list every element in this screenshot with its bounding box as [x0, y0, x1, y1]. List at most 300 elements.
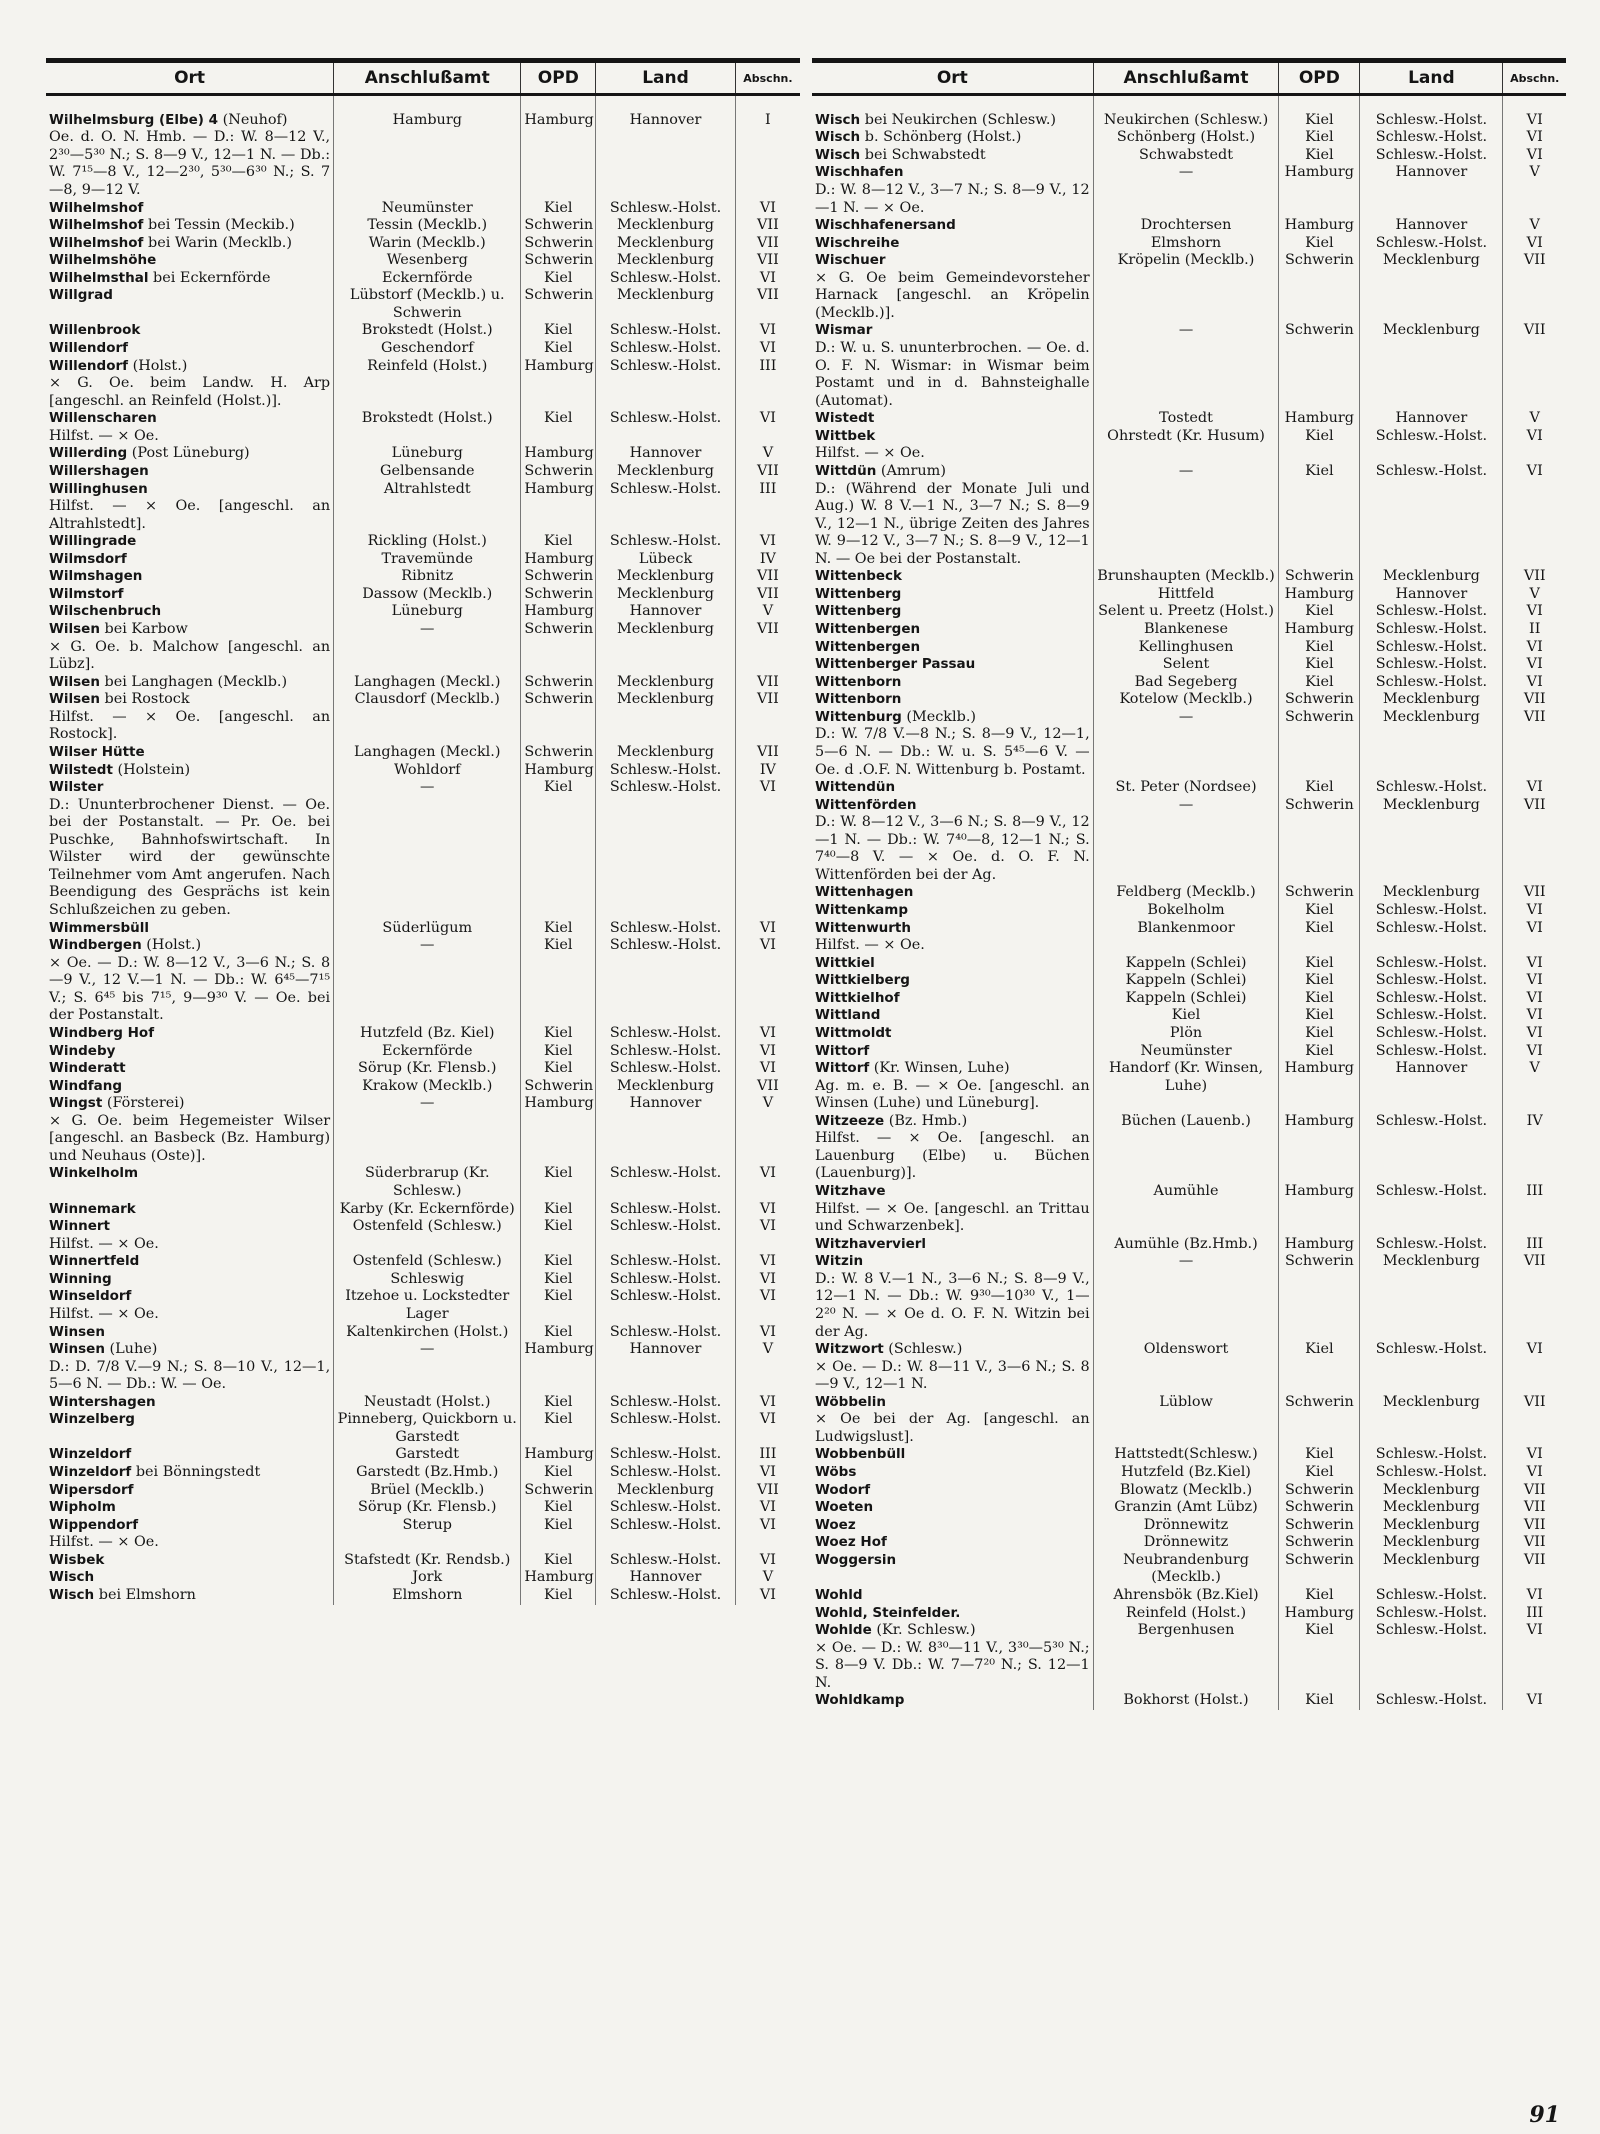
place-name: Wilhelmsthal — [49, 269, 149, 286]
place-name: Windeby — [49, 1042, 116, 1059]
place-name: Willershagen — [49, 462, 149, 479]
place-name: Wittenhagen — [815, 884, 914, 901]
place-name: Winnert — [49, 1218, 111, 1235]
land-cell: Schlesw.-Holst. — [596, 1411, 736, 1446]
land-cell: Mecklenburg — [596, 1078, 736, 1096]
abschnitt-cell: VI — [1503, 1587, 1566, 1605]
place-name: Wittenbergen — [815, 621, 921, 638]
service-note: Hilfst. — × Oe. — [49, 427, 159, 444]
anschlussamt-cell: Hattstedt(Schlesw.) — [1093, 1446, 1279, 1464]
anschlussamt-cell: Feldberg (Mecklb.) — [1093, 884, 1279, 902]
abschnitt-cell: VI — [735, 1552, 800, 1570]
anschlussamt-cell: Neukirchen (Schlesw.) — [1093, 94, 1279, 129]
abschnitt-cell: VI — [735, 937, 800, 1025]
table-row — [812, 674, 1566, 692]
ort-cell — [46, 358, 334, 411]
place-name: Wipholm — [49, 1499, 116, 1516]
place-name: Witzhave — [815, 1183, 886, 1200]
land-cell: Schlesw.-Holst. — [596, 533, 736, 551]
land-cell: Schlesw.-Holst. — [596, 1201, 736, 1219]
abschnitt-cell: VI — [735, 1271, 800, 1289]
land-cell: Mecklenburg — [1360, 1552, 1503, 1587]
abschnitt-cell: V — [1503, 217, 1566, 235]
opd-cell: Kiel — [521, 937, 596, 1025]
table-row — [812, 463, 1566, 568]
land-cell: Mecklenburg — [1360, 709, 1503, 779]
place-name: Wischhafenersand — [815, 217, 956, 234]
table-row — [812, 1394, 1566, 1447]
land-cell: Schlesw.-Holst. — [1360, 1446, 1503, 1464]
left-entries — [46, 94, 800, 1604]
place-qualifier: bei Bönningstedt — [131, 1464, 261, 1481]
place-name: Wisch — [815, 146, 861, 163]
anschlussamt-cell: Schleswig — [334, 1271, 521, 1289]
table-row — [46, 445, 800, 463]
abschnitt-cell: IV — [735, 551, 800, 569]
abschnitt-cell: V — [1503, 1060, 1566, 1113]
place-qualifier: bei Neukirchen (Schlesw.) — [860, 111, 1057, 128]
abschnitt-cell: VI — [1503, 1007, 1566, 1025]
land-cell: Schlesw.-Holst. — [1360, 639, 1503, 657]
opd-cell: Kiel — [1279, 920, 1360, 955]
abschnitt-cell: V — [735, 1569, 800, 1587]
land-cell: Mecklenburg — [596, 568, 736, 586]
header-opd: OPD — [1279, 61, 1360, 95]
ort-cell — [812, 1587, 1093, 1605]
land-cell: Schlesw.-Holst. — [1360, 235, 1503, 253]
abschnitt-cell: VII — [1503, 568, 1566, 586]
opd-cell: Schwerin — [1279, 568, 1360, 586]
opd-cell: Kiel — [521, 1552, 596, 1570]
place-name: Wittorf — [815, 1060, 870, 1077]
table-row — [46, 568, 800, 586]
opd-cell: Kiel — [521, 200, 596, 218]
table-row — [812, 1446, 1566, 1464]
place-name: Wilschenbruch — [49, 603, 162, 620]
opd-cell: Schwerin — [521, 463, 596, 481]
service-note: × Oe. — D.: W. 8—11 V., 3—6 N.; S. 8—9 V., 12—1 N. — [815, 1358, 1090, 1393]
land-cell: Schlesw.-Holst. — [1360, 1043, 1503, 1061]
place-name: Wisch — [49, 1569, 95, 1586]
abschnitt-cell: VI — [735, 1060, 800, 1078]
land-cell: Mecklenburg — [596, 235, 736, 253]
anschlussamt-cell: Warin (Mecklb.) — [334, 235, 521, 253]
anschlussamt-cell: Kröpelin (Mecklb.) — [1093, 252, 1279, 322]
land-cell: Mecklenburg — [596, 217, 736, 235]
place-name: Wilsen — [49, 673, 100, 690]
opd-cell: Kiel — [1279, 1446, 1360, 1464]
land-cell: Hannover — [1360, 586, 1503, 604]
land-cell: Schlesw.-Holst. — [1360, 1183, 1503, 1236]
land-cell: Mecklenburg — [1360, 1394, 1503, 1447]
place-name: Wittorf — [815, 1042, 870, 1059]
service-note: D.: (Während der Monate Juli und Aug.) W. 8 V.—1 N., 3—7 N.; S. 8—9 V., 12—1 N., übrige Zeiten des Jahres W. 9—12 V., 3—7 N.; S. 8—9 V., 12—1 N. — Oe bei der Postanstalt. — [815, 480, 1090, 567]
table-row — [46, 1271, 800, 1289]
land-cell: Schlesw.-Holst. — [596, 937, 736, 1025]
land-cell: Hannover — [1360, 410, 1503, 428]
land-cell: Schlesw.-Holst. — [1360, 1007, 1503, 1025]
table-row — [46, 94, 800, 199]
place-name: Wittbek — [815, 427, 876, 444]
table-row — [46, 762, 800, 780]
opd-cell: Kiel — [521, 1253, 596, 1271]
table-row — [46, 1025, 800, 1043]
opd-cell: Kiel — [521, 533, 596, 551]
land-cell: Schlesw.-Holst. — [596, 1043, 736, 1061]
ort-cell — [812, 674, 1093, 692]
land-cell: Schlesw.-Holst. — [596, 410, 736, 445]
ort-cell — [46, 270, 334, 288]
abschnitt-cell: VI — [735, 1394, 800, 1412]
opd-cell: Hamburg — [1279, 164, 1360, 217]
place-qualifier: bei Eckernförde — [148, 269, 271, 286]
table-row — [812, 235, 1566, 253]
abschnitt-cell: VI — [735, 1587, 800, 1605]
place-name: Wittkielberg — [815, 972, 910, 989]
table-row — [812, 1464, 1566, 1482]
header-ort: Ort — [46, 61, 334, 95]
table-row — [812, 322, 1566, 410]
table-row — [812, 990, 1566, 1008]
abschnitt-cell: III — [1503, 1183, 1566, 1236]
table-row — [812, 1341, 1566, 1394]
opd-cell: Kiel — [1279, 972, 1360, 990]
land-cell: Schlesw.-Holst. — [596, 340, 736, 358]
abschnitt-cell: VI — [735, 1499, 800, 1517]
ort-cell — [46, 217, 334, 235]
ort-cell — [46, 1253, 334, 1271]
opd-cell: Kiel — [521, 1165, 596, 1200]
land-cell: Mecklenburg — [596, 1482, 736, 1500]
place-name: Woggersin — [815, 1551, 897, 1568]
left-column — [46, 58, 800, 1710]
place-name: Wisch — [815, 129, 861, 146]
opd-cell: Kiel — [521, 1288, 596, 1323]
land-cell: Schlesw.-Holst. — [596, 1165, 736, 1200]
ort-cell — [812, 884, 1093, 902]
abschnitt-cell: VII — [735, 586, 800, 604]
table-row — [812, 147, 1566, 165]
abschnitt-cell: VI — [1503, 1692, 1566, 1710]
opd-cell: Schwerin — [521, 217, 596, 235]
anschlussamt-cell: Garstedt (Bz.Hmb.) — [334, 1464, 521, 1482]
land-cell: Schlesw.-Holst. — [596, 762, 736, 780]
table-row — [812, 955, 1566, 973]
ort-cell — [46, 1324, 334, 1342]
land-cell: Hannover — [596, 445, 736, 463]
place-name: Wittenburg — [815, 708, 902, 725]
opd-cell: Hamburg — [521, 1341, 596, 1394]
place-qualifier: (Holst.) — [128, 357, 188, 374]
land-cell: Hannover — [596, 1569, 736, 1587]
table-row — [46, 551, 800, 569]
opd-cell: Kiel — [1279, 235, 1360, 253]
service-note: Hilfst. — × Oe. [angeschl. an Lauenburg (Elbe) u. Büchen (Lauenburg)]. — [815, 1130, 1090, 1182]
place-name: Witzeeze — [815, 1112, 885, 1129]
service-note: Hilfst. — × Oe. [angeschl. an Altrahlstedt]. — [49, 498, 331, 532]
opd-cell: Schwerin — [1279, 1253, 1360, 1341]
opd-cell: Kiel — [521, 920, 596, 938]
land-cell: Hannover — [596, 603, 736, 621]
place-qualifier: (Schlesw.) — [883, 1341, 963, 1358]
table-row — [46, 322, 800, 340]
place-name: Woez Hof — [815, 1534, 887, 1551]
place-qualifier: b. Schönberg (Holst.) — [860, 129, 1022, 146]
header-ort: Ort — [812, 61, 1093, 95]
anschlussamt-cell: Brokstedt (Holst.) — [334, 322, 521, 340]
opd-cell: Schwerin — [1279, 322, 1360, 410]
place-name: Willerding — [49, 445, 128, 462]
ort-cell — [46, 779, 334, 920]
anschlussamt-cell: Reinfeld (Holst.) — [334, 358, 521, 411]
table-row — [812, 164, 1566, 217]
ort-cell — [812, 972, 1093, 990]
abschnitt-cell: VI — [1503, 129, 1566, 147]
opd-cell: Hamburg — [1279, 217, 1360, 235]
place-name: Wismar — [815, 322, 873, 339]
table-row — [46, 621, 800, 674]
anschlussamt-cell: Dassow (Mecklb.) — [334, 586, 521, 604]
abschnitt-cell: V — [735, 603, 800, 621]
opd-cell: Schwerin — [521, 621, 596, 674]
table-row — [46, 200, 800, 218]
table-row — [812, 252, 1566, 322]
land-cell: Schlesw.-Holst. — [1360, 1464, 1503, 1482]
abschnitt-cell: VI — [1503, 1622, 1566, 1692]
place-qualifier: bei Rostock — [99, 691, 190, 708]
opd-cell: Kiel — [1279, 1043, 1360, 1061]
ort-cell — [812, 568, 1093, 586]
anschlussamt-cell: Granzin (Amt Lübz) — [1093, 1499, 1279, 1517]
table-row — [46, 779, 800, 920]
anschlussamt-cell: Süderbrarup (Kr. Schlesw.) — [334, 1165, 521, 1200]
anschlussamt-cell: Brunshaupten (Mecklb.) — [1093, 568, 1279, 586]
anschlussamt-cell: Blowatz (Mecklb.) — [1093, 1482, 1279, 1500]
table-row — [812, 568, 1566, 586]
land-cell: Schlesw.-Holst. — [1360, 1587, 1503, 1605]
place-qualifier: bei Tessin (Meckib.) — [143, 217, 295, 234]
place-name: Wilhelmsburg (Elbe) 4 — [49, 111, 219, 128]
land-cell: Mecklenburg — [1360, 1534, 1503, 1552]
place-name: Wittenwurth — [815, 919, 911, 936]
service-note: × Oe. — D.: W. 8³⁰—11 V., 3³⁰—5³⁰ N.; S. 8—9 V. Db.: W. 7—7²⁰ N.; S. 12—1 N. — [815, 1639, 1090, 1691]
abschnitt-cell: VII — [1503, 884, 1566, 902]
ort-cell — [812, 990, 1093, 1008]
place-name: Willinghusen — [49, 480, 148, 497]
abschnitt-cell: VI — [735, 1165, 800, 1200]
ort-cell — [46, 621, 334, 674]
ort-cell — [46, 603, 334, 621]
place-name: Wisbek — [49, 1551, 105, 1568]
ort-cell — [46, 1587, 334, 1605]
land-cell: Schlesw.-Holst. — [1360, 147, 1503, 165]
header-anschlussamt: Anschlußamt — [1093, 61, 1279, 95]
anschlussamt-cell: Rickling (Holst.) — [334, 533, 521, 551]
ort-cell — [812, 252, 1093, 322]
service-note: × G. Oe. b. Malchow [angeschl. an Lübz]. — [49, 638, 331, 673]
place-name: Willgrad — [49, 287, 113, 304]
opd-cell: Kiel — [1279, 1007, 1360, 1025]
abschnitt-cell: VII — [1503, 1499, 1566, 1517]
right-header-row — [812, 61, 1566, 95]
anschlussamt-cell: — — [1093, 164, 1279, 217]
table-row — [46, 1411, 800, 1446]
opd-cell: Kiel — [521, 1464, 596, 1482]
ort-cell — [46, 1218, 334, 1253]
land-cell: Mecklenburg — [1360, 322, 1503, 410]
ort-cell — [812, 779, 1093, 797]
abschnitt-cell: VI — [735, 340, 800, 358]
service-note: Hilfst. — × Oe. — [49, 1305, 159, 1322]
opd-cell: Schwerin — [521, 586, 596, 604]
anschlussamt-cell: Kappeln (Schlei) — [1093, 990, 1279, 1008]
abschnitt-cell: VI — [735, 1201, 800, 1219]
anschlussamt-cell: Bokhorst (Holst.) — [1093, 1692, 1279, 1710]
table-row — [46, 1587, 800, 1605]
abschnitt-cell: III — [1503, 1605, 1566, 1623]
place-name: Willenscharen — [49, 410, 157, 427]
ort-cell — [812, 147, 1093, 165]
abschnitt-cell: VI — [735, 1324, 800, 1342]
land-cell: Schlesw.-Holst. — [596, 358, 736, 411]
place-name: Wilhelmshof — [49, 217, 144, 234]
service-note: D.: W. u. S. ununterbrochen. — Oe. d. O. F. N. Wismar: in Wismar beim Postamt und in d. Bahnsteighalle (Automat). — [815, 340, 1090, 409]
service-note: × G. Oe beim Gemeindevorsteher Harnack [angeschl. an Kröpelin (Mecklb.)]. — [815, 269, 1090, 321]
anschlussamt-cell: Langhagen (Meckl.) — [334, 744, 521, 762]
place-name: Wittkiel — [815, 954, 875, 971]
land-cell: Schlesw.-Holst. — [1360, 621, 1503, 639]
place-qualifier: (Post Lüneburg) — [127, 445, 250, 462]
ort-cell — [812, 1499, 1093, 1517]
place-qualifier: (Luhe) — [104, 1341, 158, 1358]
ort-cell — [812, 691, 1093, 709]
ort-cell — [46, 235, 334, 253]
opd-cell: Hamburg — [521, 1446, 596, 1464]
ort-cell — [812, 1007, 1093, 1025]
opd-cell: Schwerin — [521, 252, 596, 270]
service-note: Hilfst. — × Oe. [angeschl. an Rostock]. — [49, 708, 331, 743]
header-land: Land — [1360, 61, 1503, 95]
anschlussamt-cell: — — [1093, 463, 1279, 568]
anschlussamt-cell: Eckernförde — [334, 270, 521, 288]
opd-cell: Hamburg — [1279, 1060, 1360, 1113]
anschlussamt-cell: Drochtersen — [1093, 217, 1279, 235]
table-row — [46, 586, 800, 604]
abschnitt-cell: III — [1503, 1236, 1566, 1254]
opd-cell: Hamburg — [521, 445, 596, 463]
opd-cell: Schwerin — [1279, 1534, 1360, 1552]
land-cell: Schlesw.-Holst. — [596, 1253, 736, 1271]
land-cell: Mecklenburg — [596, 463, 736, 481]
opd-cell: Kiel — [1279, 603, 1360, 621]
opd-cell: Schwerin — [521, 235, 596, 253]
opd-cell: Hamburg — [521, 94, 596, 199]
abschnitt-cell: VII — [1503, 1394, 1566, 1447]
place-name: Wilmsdorf — [49, 550, 127, 567]
opd-cell: Kiel — [521, 1271, 596, 1289]
opd-cell: Schwerin — [1279, 709, 1360, 779]
anschlussamt-cell: Lübstorf (Mecklb.) u. Schwerin — [334, 287, 521, 322]
header-opd: OPD — [521, 61, 596, 95]
opd-cell: Kiel — [521, 1517, 596, 1552]
opd-cell: Schwerin — [1279, 1499, 1360, 1517]
anschlussamt-cell: St. Peter (Nordsee) — [1093, 779, 1279, 797]
place-name: Witzhavervierl — [815, 1235, 927, 1252]
land-cell: Schlesw.-Holst. — [1360, 990, 1503, 1008]
opd-cell: Hamburg — [521, 358, 596, 411]
abschnitt-cell: VI — [735, 200, 800, 218]
ort-cell — [812, 1605, 1093, 1623]
opd-cell: Schwerin — [1279, 884, 1360, 902]
opd-cell: Schwerin — [1279, 691, 1360, 709]
abschnitt-cell: VI — [735, 270, 800, 288]
opd-cell: Kiel — [521, 1411, 596, 1446]
land-cell: Schlesw.-Holst. — [1360, 463, 1503, 568]
ort-cell — [46, 691, 334, 744]
land-cell: Mecklenburg — [1360, 1482, 1503, 1500]
opd-cell: Kiel — [521, 1218, 596, 1253]
place-name: Wittenberg — [815, 603, 902, 620]
opd-cell: Kiel — [521, 1025, 596, 1043]
table-row — [46, 287, 800, 322]
table-row — [46, 1552, 800, 1570]
ort-cell — [812, 428, 1093, 463]
abschnitt-cell: VII — [1503, 709, 1566, 779]
opd-cell: Schwerin — [1279, 797, 1360, 885]
service-note: Ag. m. e. B. — × Oe. [angeschl. an Winsen (Luhe) und Lüneburg]. — [815, 1077, 1090, 1112]
land-cell: Schlesw.-Holst. — [1360, 920, 1503, 955]
opd-cell: Schwerin — [521, 1482, 596, 1500]
anschlussamt-cell: Kappeln (Schlei) — [1093, 955, 1279, 973]
opd-cell: Hamburg — [1279, 586, 1360, 604]
ort-cell — [46, 287, 334, 322]
opd-cell: Kiel — [1279, 463, 1360, 568]
abschnitt-cell: VII — [735, 744, 800, 762]
abschnitt-cell: VI — [1503, 639, 1566, 657]
opd-cell: Schwerin — [1279, 1394, 1360, 1447]
ort-cell — [46, 1517, 334, 1552]
place-qualifier: (Försterei) — [102, 1095, 185, 1112]
ort-cell — [46, 1165, 334, 1200]
table-row — [46, 340, 800, 358]
opd-cell: Schwerin — [521, 568, 596, 586]
place-name: Wöbs — [815, 1464, 857, 1481]
opd-cell: Schwerin — [521, 744, 596, 762]
table-row — [812, 1605, 1566, 1623]
abschnitt-cell: VI — [1503, 1025, 1566, 1043]
anschlussamt-cell: Brokstedt (Holst.) — [334, 410, 521, 445]
table-row — [46, 1569, 800, 1587]
ort-cell — [812, 1183, 1093, 1236]
land-cell: Schlesw.-Holst. — [596, 920, 736, 938]
table-row — [812, 586, 1566, 604]
table-row — [812, 972, 1566, 990]
table-row — [46, 603, 800, 621]
table-row — [812, 1482, 1566, 1500]
anschlussamt-cell: Stafstedt (Kr. Rendsb.) — [334, 1552, 521, 1570]
abschnitt-cell: VI — [735, 1253, 800, 1271]
place-name: Wittenborn — [815, 691, 902, 708]
land-cell: Mecklenburg — [1360, 252, 1503, 322]
land-cell: Hannover — [596, 1095, 736, 1165]
land-cell: Hannover — [596, 94, 736, 199]
place-name: Windberg Hof — [49, 1024, 155, 1041]
place-name: Winnemark — [49, 1200, 136, 1217]
land-cell: Schlesw.-Holst. — [1360, 1341, 1503, 1394]
anschlussamt-cell: Clausdorf (Mecklb.) — [334, 691, 521, 744]
opd-cell: Schwerin — [1279, 1517, 1360, 1535]
table-row — [812, 1007, 1566, 1025]
